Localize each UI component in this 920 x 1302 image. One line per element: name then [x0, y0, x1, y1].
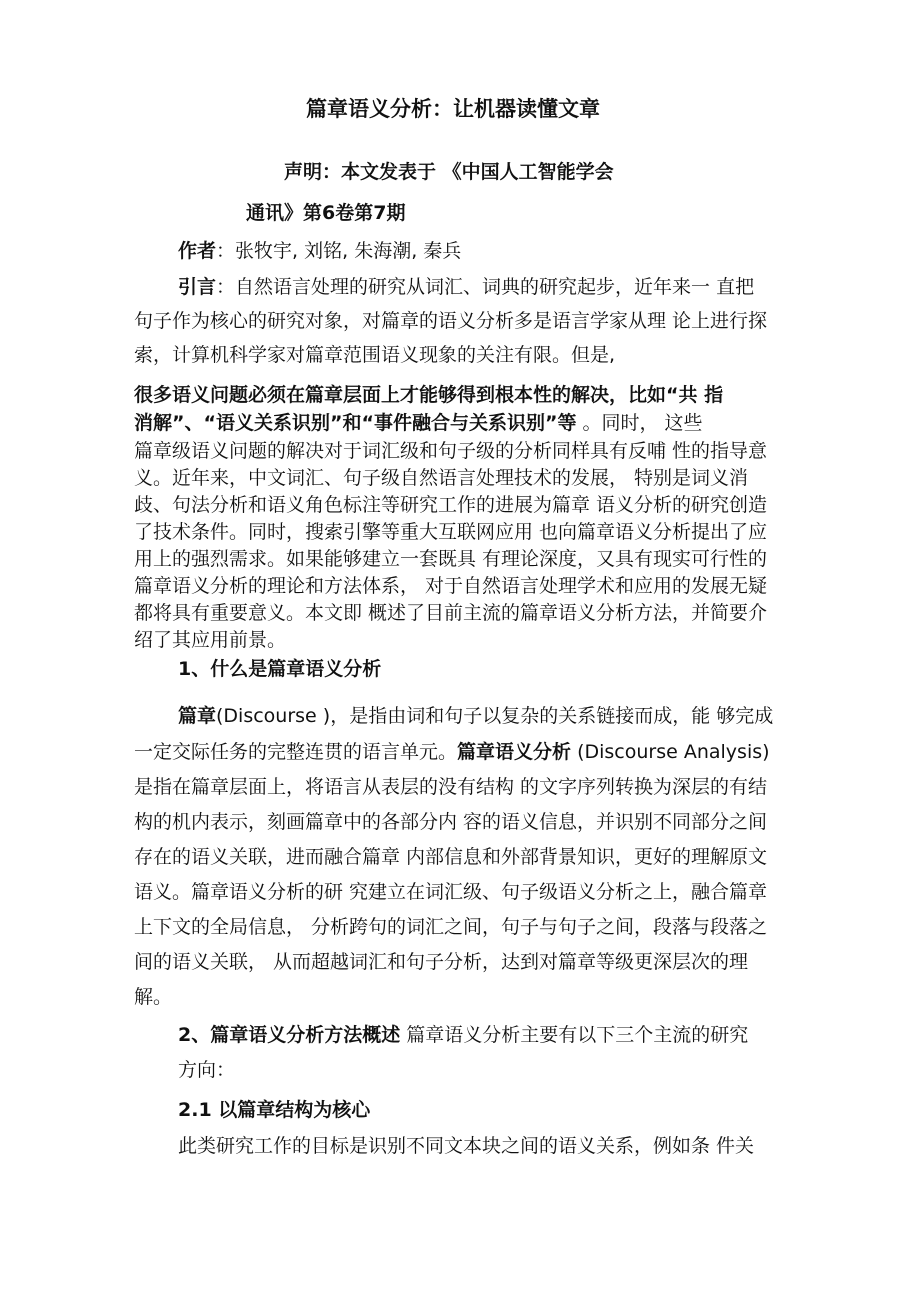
section21-heading: 2.1 以篇章结构为核心 — [178, 1099, 371, 1121]
para2-line-9: 都将具有重要意义。本文即 概述了目前主流的篇章语义分析方法，并简要介 — [134, 602, 768, 624]
authors-line — [178, 236, 461, 266]
authors-names: 张牧宇, 刘铭, 朱海潮, 秦兵 — [235, 240, 462, 262]
statement-line-2: 通讯》第6卷第7期 — [246, 202, 406, 224]
para2-line-4: 义。近年来，中文词汇、句子级自然语言处理技术的发展， 特别是词义消 — [134, 467, 749, 489]
intro-label: 引言 — [178, 276, 217, 298]
para2-line-6: 了技术条件。同时，搜索引擎等重大互联网应用 也向篇章语义分析提出了应 — [134, 521, 768, 543]
section1-line-7: 上下文的全局信息， 分析跨句的词汇之间，句子与句子之间，段落与段落之 — [134, 916, 768, 938]
term-discourse: 篇章 — [178, 705, 217, 727]
para2-bold-terms: 消解”、“语义关系识别”和“事件融合与关系识别”等 — [134, 412, 577, 434]
statement-line-1: 声明：本文发表于 《中国人工智能学会 — [284, 161, 614, 183]
para2-line-2 — [134, 408, 703, 438]
section1-heading: 1、什么是篇章语义分析 — [178, 658, 382, 680]
term-discourse-analysis: 篇章语义分析 — [457, 741, 572, 763]
intro-line-2: 句子作为核心的研究对象，对篇章的语义分析多是语言学家从理 论上进行探 — [134, 310, 768, 332]
para2-rest: 。同时， 这些 — [576, 412, 703, 434]
authors-label: 作者 — [178, 240, 217, 262]
section2-line-2: 方向： — [178, 1059, 236, 1081]
intro-line-3: 索，计算机科学家对篇章范围语义现象的关注有限。但是, — [134, 344, 616, 366]
para2-line-7: 用上的强烈需求。如果能够建立一套既具 有理论深度，又具有现实可行性的 — [134, 548, 768, 570]
section21-line-1: 此类研究工作的目标是识别不同文本块之间的语义关系，例如条 件关 — [178, 1135, 755, 1157]
section1-line-3: 是指在篇章层面上，将语言从表层的没有结构 的文字序列转换为深层的有结 — [134, 776, 768, 798]
authors-sep: ： — [216, 240, 236, 262]
section2-heading: 2、篇章语义分析方法概述 — [178, 1024, 401, 1046]
intro-text: 自然语言处理的研究从词汇、词典的研究起步，近年来一 直把 — [235, 276, 755, 298]
section1-line-2: 一定交际任务的完整连贯的语言单元。篇章语义分析 (Discourse Analysis) — [134, 741, 770, 763]
section2-line-1: 2、篇章语义分析方法概述 篇章语义分析主要有以下三个主流的研究 — [178, 1024, 749, 1046]
section1-line-4: 构的机内表示，刻画篇章中的各部分内 容的语义信息，并识别不同部分之间 — [134, 811, 768, 833]
section1-line-1: 篇章(Discourse )，是指由词和句子以复杂的关系链接而成，能 够完成 — [178, 705, 774, 727]
section1-line-9: 解。 — [134, 986, 173, 1008]
intro-line-1 — [178, 272, 754, 302]
para2-line-5: 歧、句法分析和语义角色标注等研究工作的进展为篇章 语义分析的研究创造 — [134, 494, 768, 516]
section1-line-5: 存在的语义关联，进而融合篇章 内部信息和外部背景知识，更好的理解原文 — [134, 846, 768, 868]
para2-line-8: 篇章语义分析的理论和方法体系， 对于自然语言处理学术和应用的发展无疑 — [134, 575, 768, 597]
section1-line-6: 语义。篇章语义分析的研 究建立在词汇级、句子级语义分析之上，融合篇章 — [134, 881, 768, 903]
para2-line-10: 绍了其应用前景。 — [134, 629, 287, 651]
para2-line-3: 篇章级语义问题的解决对于词汇级和句子级的分析同样具有反哺 性的指导意 — [134, 440, 768, 462]
para2-line-1: 很多语义问题必须在篇章层面上才能够得到根本性的解决，比如“共 指 — [134, 384, 724, 406]
intro-sep: ： — [216, 276, 236, 298]
section1-line-8: 间的语义关联， 从而超越词汇和句子分析，达到对篇章等级更深层次的理 — [134, 951, 749, 973]
page-title: 篇章语义分析：让机器读懂文章 — [306, 97, 600, 121]
